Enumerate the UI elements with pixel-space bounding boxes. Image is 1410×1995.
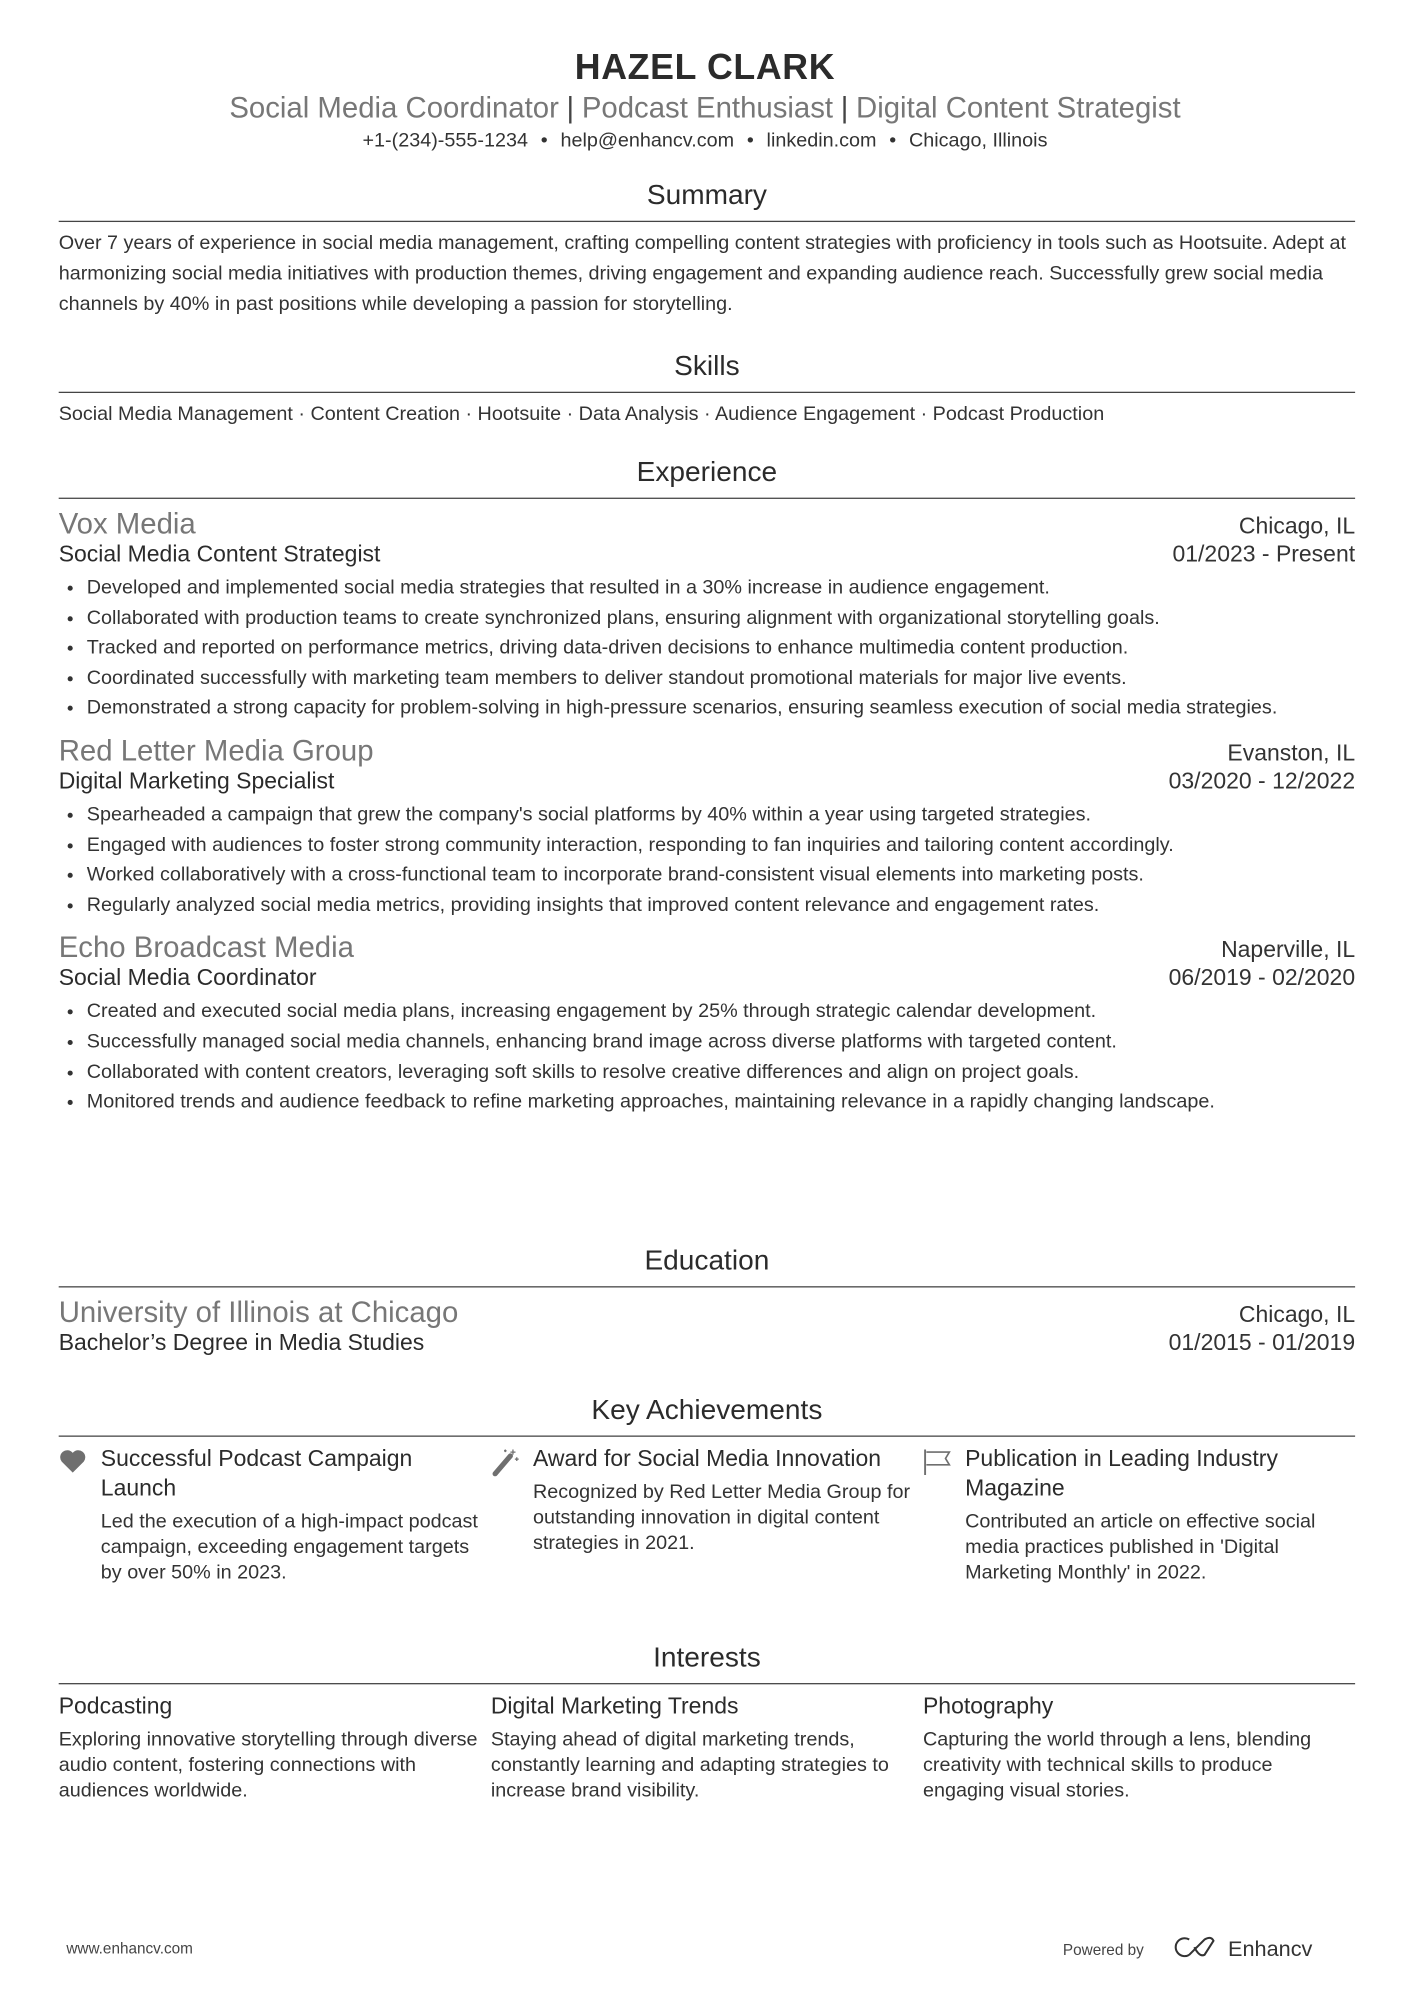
bullet: • Created and executed social media plans, increasing engagement by 25% through strategic calendar development.	[87, 997, 1355, 1027]
section-heading: Experience	[636, 455, 778, 488]
bullet: • Monitored trends and audience feedback to refine marketing approaches, maintaining relevance in a rapidly changing landscape.	[87, 1087, 1355, 1117]
bullet: • Engaged with audiences to foster strong community interaction, responding to fan inquiries and tailoring content accordingly.	[87, 830, 1355, 860]
location: Chicago, Illinois	[908, 130, 1048, 152]
school-location: Chicago, IL	[1238, 1301, 1356, 1328]
job-entry	[59, 507, 1355, 724]
company-name: Red Letter Media Group	[58, 733, 374, 767]
job-bullets	[59, 997, 1355, 1117]
bullet: • Developed and implemented social media strategies that resulted in a 30% increase in audience engagement.	[87, 573, 1355, 603]
interest-title: Podcasting	[58, 1693, 173, 1719]
heart-icon	[59, 1444, 101, 1586]
bullet: • Successfully managed social media channels, enhancing brand image across diverse platforms with targeted content.	[87, 1027, 1355, 1057]
experience-section	[59, 454, 1355, 1117]
job-location: Evanston, IL	[1227, 740, 1356, 766]
achievement-title: Successful Podcast Campaign Launch	[100, 1445, 413, 1501]
email-link[interactable]: help@enhancv.com	[560, 130, 735, 152]
bullet: • Collaborated with production teams to create synchronized plans, ensuring alignment with organizational storytelling goals.	[87, 603, 1355, 633]
enhancv-brand: Enhancv	[1227, 1936, 1313, 1961]
bullet: • Tracked and reported on performance metrics, driving data-driven decisions to enhance multimedia content production.	[87, 633, 1355, 663]
candidate-name: HAZEL CLARK	[574, 47, 836, 87]
skills-section	[59, 348, 1355, 430]
interest-description: Staying ahead of digital marketing trends, constantly learning and adapting strategies to increase brand visibility.	[490, 1728, 889, 1802]
achievement-title: Award for Social Media Innovation	[532, 1445, 882, 1472]
bullet: • Worked collaboratively with a cross-functional team to incorporate brand-consistent visual elements into marketing posts.	[87, 860, 1355, 890]
degree: Bachelor’s Degree in Media Studies	[58, 1329, 425, 1356]
job-bullets	[59, 573, 1355, 724]
flag-icon	[923, 1444, 965, 1586]
divider	[59, 221, 1355, 222]
achievement-title: Publication in Leading Industry Magazine	[965, 1445, 1278, 1501]
achievement-item	[59, 1444, 491, 1586]
enhancv-logo-icon	[1172, 1936, 1218, 1963]
interests-section	[59, 1640, 1355, 1805]
bullet: • Coordinated successfully with marketing team members to deliver standout promotional materials for major live events.	[87, 663, 1355, 693]
job-dates: 01/2023 - Present	[1172, 541, 1356, 567]
skills-list: Social Media Management · Content Creation · Hootsuite · Data Analysis · Audience Engagement · Podcast Production	[58, 403, 1105, 425]
bullet: • Regularly analyzed social media metrics, providing insights that improved content relevance and engagement rates.	[87, 890, 1355, 920]
divider	[59, 1436, 1355, 1437]
summary-text: Over 7 years of experience in social media management, crafting compelling content strategies with proficiency in tools such as Hootsuite. Adept at harmonizing social media initiatives with production themes, driving engagement and expanding audience reach. Successfully grew social media channels by 40% in past positions while developing a passion for storytelling.	[58, 232, 1347, 316]
job-dates: 06/2019 - 02/2020	[1168, 965, 1356, 991]
divider	[59, 498, 1355, 499]
bullet: • Demonstrated a strong capacity for problem-solving in high-pressure scenarios, ensuring seamless execution of social media strategies.	[87, 693, 1355, 723]
interest-item	[491, 1692, 923, 1804]
job-bullets	[59, 800, 1355, 920]
summary-section	[59, 177, 1355, 320]
education-dates: 01/2015 - 01/2019	[1168, 1329, 1356, 1356]
interest-description: Capturing the world through a lens, blending creativity with technical skills to produce engaging visual stories.	[922, 1728, 1312, 1802]
interest-description: Exploring innovative storytelling through diverse audio content, fostering connections with audiences worldwide.	[58, 1728, 478, 1802]
bullet: • Collaborated with content creators, leveraging soft skills to resolve creative differences and align on project goals.	[87, 1057, 1355, 1087]
linkedin-link[interactable]: linkedin.com	[766, 130, 877, 152]
contact-info: +1-(234)-555-1234 • help@enhancv.com • linkedin.com • Chicago, Illinois	[362, 130, 1048, 152]
divider	[59, 392, 1355, 393]
job-location: Naperville, IL	[1221, 937, 1356, 963]
section-heading: Education	[644, 1244, 770, 1276]
job-title: Social Media Coordinator	[58, 965, 317, 991]
achievement-item	[923, 1444, 1355, 1586]
achievements-section	[59, 1392, 1355, 1586]
job-title: Digital Marketing Specialist	[58, 768, 335, 794]
school-name: University of Illinois at Chicago	[58, 1295, 459, 1329]
job-location: Chicago, IL	[1238, 512, 1356, 539]
footer-website-link[interactable]: www.enhancv.com	[66, 1939, 193, 1958]
interest-title: Photography	[922, 1693, 1054, 1719]
company-name: Vox Media	[58, 506, 196, 540]
divider	[59, 1286, 1355, 1287]
phone: +1-(234)-555-1234	[362, 130, 528, 152]
job-dates: 03/2020 - 12/2022	[1168, 768, 1356, 794]
headline-title: Social Media Coordinator	[229, 90, 559, 124]
interest-title: Digital Marketing Trends	[490, 1693, 739, 1719]
divider	[59, 1683, 1355, 1684]
interest-item	[59, 1692, 491, 1804]
achievement-description: Led the execution of a high-impact podcast campaign, exceeding engagement targets by over 50% in 2023.	[100, 1510, 478, 1584]
magic-wand-icon	[491, 1444, 533, 1586]
education-section	[59, 1243, 1355, 1357]
achievement-item	[491, 1444, 923, 1586]
section-heading: Interests	[653, 1640, 761, 1673]
headline-title: Digital Content Strategist	[856, 90, 1181, 124]
powered-by	[1063, 1936, 1313, 1963]
job-title: Social Media Content Strategist	[58, 541, 381, 567]
powered-by-label: Powered by	[1062, 1940, 1144, 1959]
headline-title: Podcast Enthusiast	[581, 90, 834, 124]
section-heading: Summary	[646, 178, 767, 211]
interest-item	[923, 1692, 1355, 1804]
company-name: Echo Broadcast Media	[58, 930, 354, 964]
achievement-description: Recognized by Red Letter Media Group for outstanding innovation in digital content strategies in 2021.	[532, 1481, 911, 1555]
achievement-description: Contributed an article on effective social media practices published in 'Digital Marketing Monthly' in 2022.	[965, 1510, 1316, 1584]
section-heading: Skills	[674, 349, 740, 382]
bullet: • Spearheaded a campaign that grew the company's social platforms by 40% within a year using targeted strategies.	[87, 800, 1355, 830]
section-heading: Key Achievements	[591, 1393, 823, 1426]
headline: Social Media Coordinator | Podcast Enthusiast | Digital Content Strategist	[229, 90, 1181, 124]
job-entry	[59, 931, 1355, 1118]
job-entry	[59, 734, 1355, 921]
